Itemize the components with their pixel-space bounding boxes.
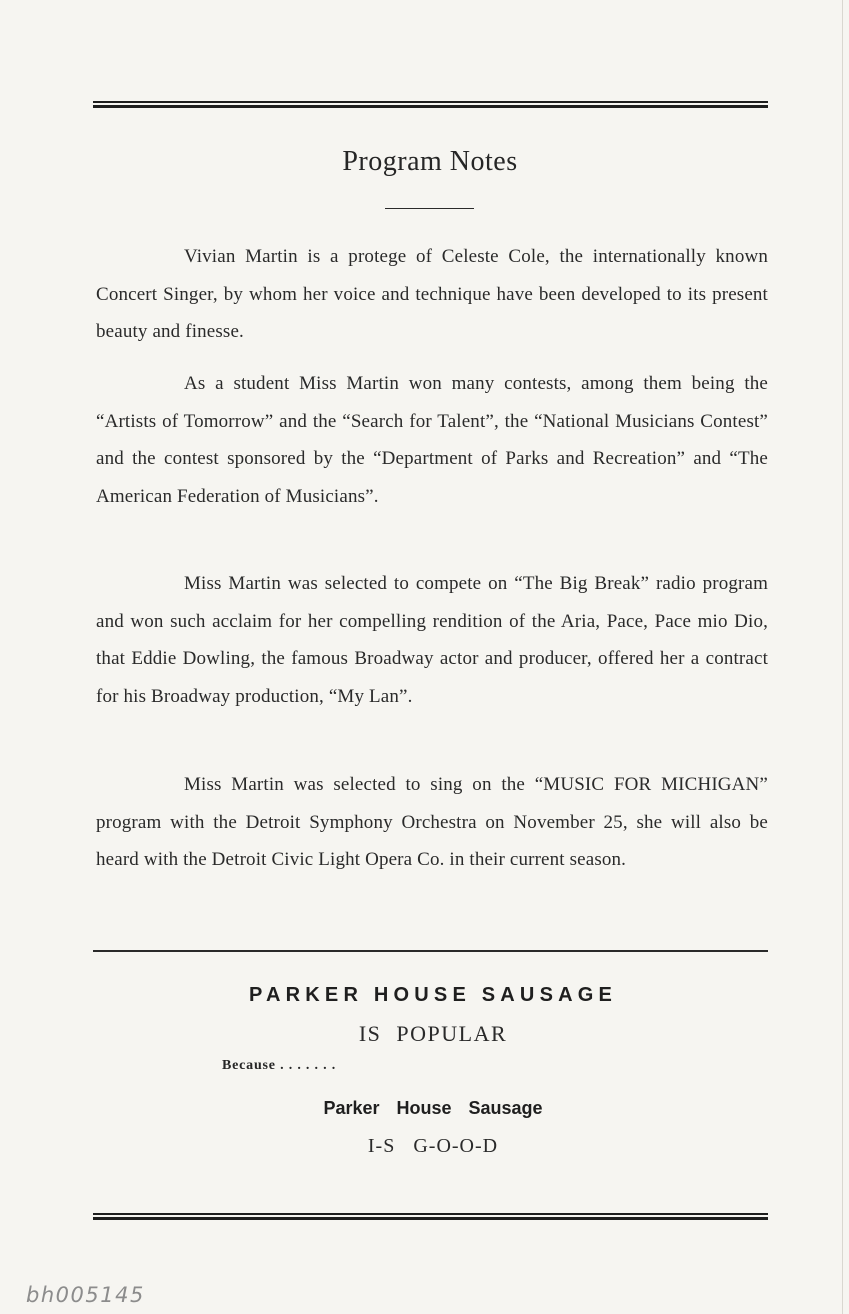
page-title: Program Notes [342, 146, 518, 177]
paragraph-2: As a student Miss Martin won many contests, among them being the “Artists of Tomorrow” and the “Search for Talent”, the “National Musicians Contest” and the contest sponsored by the “Department of Parks and Recreation” and “The American Federation of Musicians”. [96, 373, 768, 507]
title-underline [385, 208, 474, 209]
top-double-rule [93, 101, 768, 108]
ad-because-line: Because . . . . . . . [222, 1058, 337, 1073]
section-divider [93, 950, 768, 952]
archive-id-handwritten: bh005145 [26, 1283, 145, 1307]
paragraph-3: Miss Martin was selected to compete on “The Big Break” radio program and won such acclaim for her compelling rendition of the Aria, Pace, Pace mio Dio, that Eddie Dowling, the famous Broadway actor and producer, offered her a contract for his Broadway production, “My Lan”. [96, 573, 768, 707]
paragraph-1: Vivian Martin is a protege of Celeste Cole, the internationally known Concert Singer, by whom her voice and technique have been developed to its present beauty and finesse. [96, 246, 768, 343]
ad-brand-line: Parker House Sausage [323, 1098, 543, 1118]
bottom-double-rule [93, 1213, 768, 1220]
ad-good-line: I-S G-O-O-D [367, 1135, 499, 1157]
paragraph-4: Miss Martin was selected to sing on the “MUSIC FOR MICHIGAN” program with the Detroit Symphony Orchestra on November 25, she will also be heard with the Detroit Civic Light Opera Co. in their current season. [96, 774, 768, 871]
ad-popular-line: IS POPULAR [358, 1021, 508, 1046]
ad-brand-heading: PARKER HOUSE SAUSAGE [248, 984, 618, 1006]
